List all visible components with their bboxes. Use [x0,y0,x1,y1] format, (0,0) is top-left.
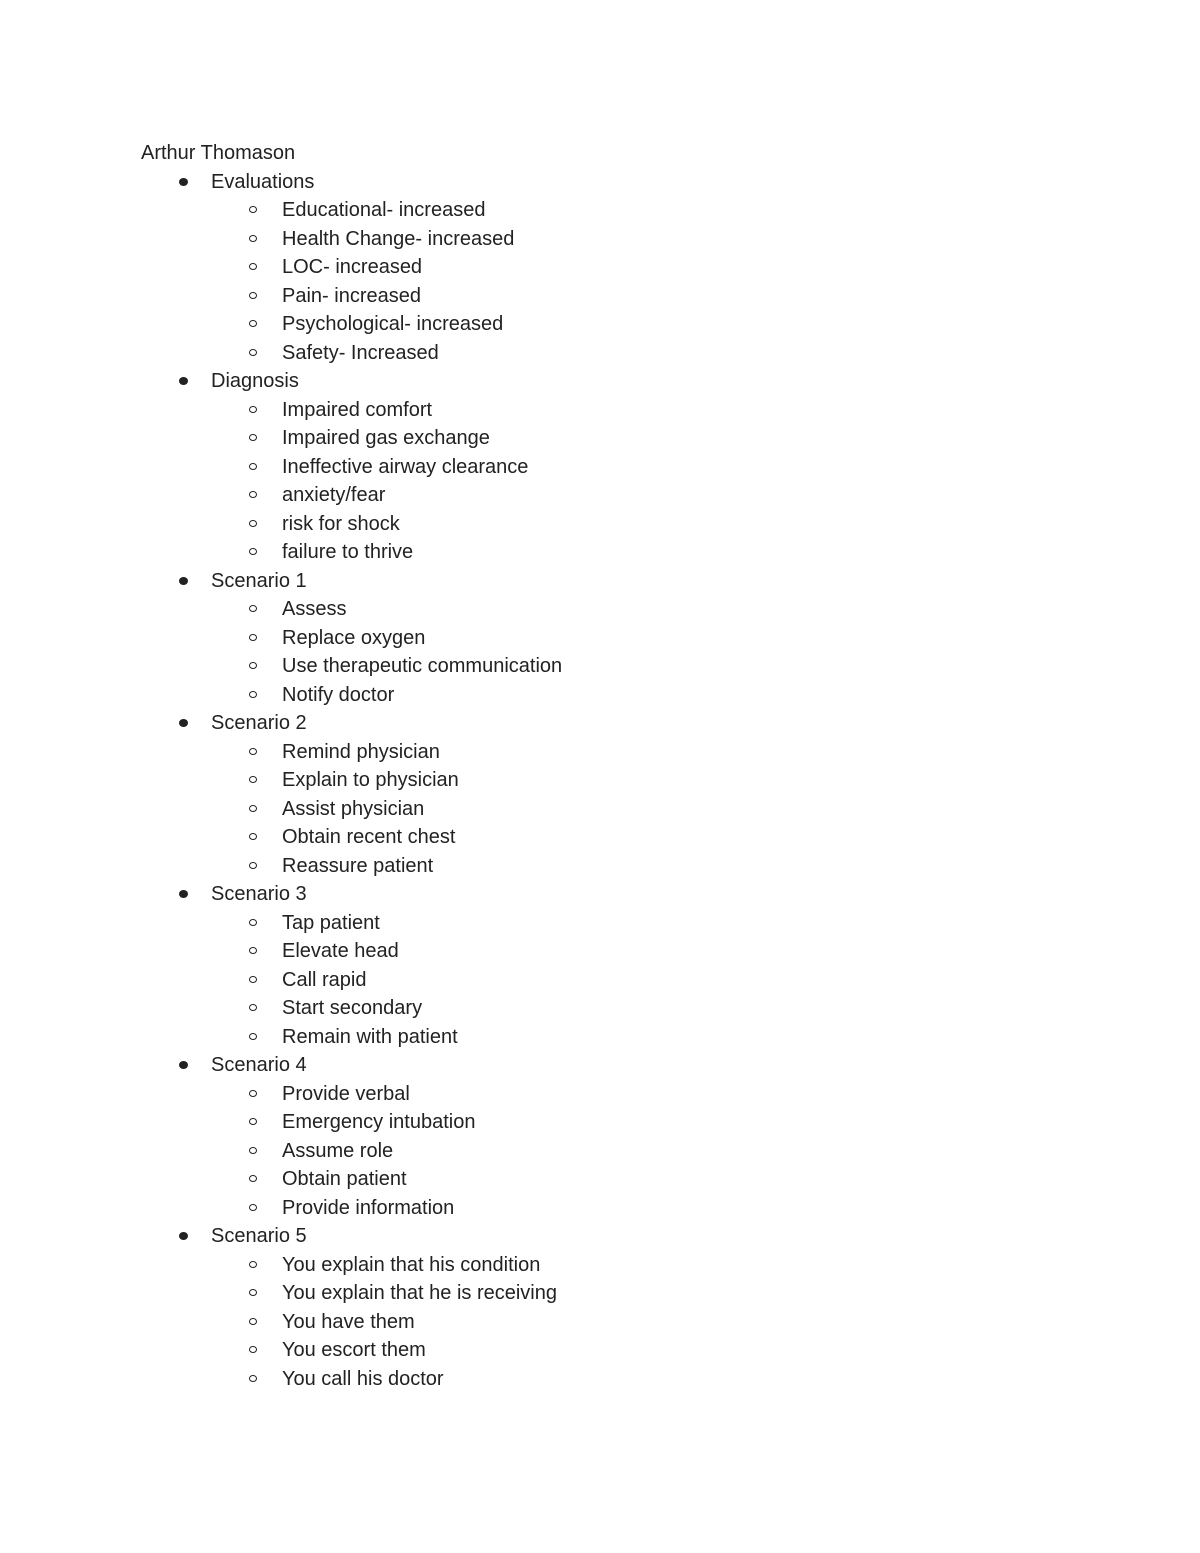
bullet-disc-icon [179,1232,188,1240]
section-scenario-3 [141,880,1041,1051]
section-heading [141,567,1041,596]
bullet-circle-icon [249,691,257,698]
list-item-text: Assume role [282,1139,394,1162]
list-item [141,510,1041,539]
list-item-text: Provide verbal [282,1082,410,1105]
bullet-circle-icon [249,1175,257,1182]
list-item-text: Safety- Increased [282,341,439,364]
list-item [141,795,1041,824]
bullet-circle-icon [249,776,257,783]
list-item-text: Replace oxygen [282,626,426,649]
list-item-text: LOC- increased [282,256,423,278]
list-item-text: Assist physician [282,797,425,820]
bullet-circle-icon [249,320,257,327]
list-item-text: failure to thrive [282,541,414,563]
list-item [141,681,1041,710]
bullet-circle-icon [249,862,257,869]
bullet-circle-icon [249,349,257,356]
list-item-text: Start secondary [282,997,423,1019]
section-evaluations [141,168,1041,368]
list-item [141,624,1041,653]
list-item-text: Educational- increased [282,199,486,221]
sub-item-list [141,196,1041,367]
bullet-circle-icon [249,1033,257,1040]
section-label: Evaluations [211,170,315,193]
sub-item-list [141,909,1041,1052]
bullet-circle-icon [249,1204,257,1211]
bullet-circle-icon [249,463,257,470]
list-item [141,396,1041,425]
bullet-circle-icon [249,206,257,213]
list-item [141,852,1041,881]
bullet-circle-icon [249,434,257,441]
sub-item-list [141,1080,1041,1223]
list-item [141,282,1041,311]
list-item [141,424,1041,453]
section-label: Scenario 1 [211,569,307,592]
bullet-circle-icon [249,805,257,812]
list-item [141,1165,1041,1194]
section-heading [141,880,1041,909]
list-item-text: Pain- increased [282,284,421,307]
section-heading [141,367,1041,396]
list-item-text: Obtain recent chest [282,826,456,848]
list-item [141,966,1041,995]
bullet-disc-icon [179,890,188,898]
list-item [141,1194,1041,1223]
bullet-circle-icon [249,292,257,299]
bullet-circle-icon [249,605,257,612]
list-item [141,196,1041,225]
bullet-circle-icon [249,1375,257,1382]
section-label: Scenario 4 [211,1054,307,1076]
list-item-text: Call rapid [282,968,367,991]
list-item [141,1108,1041,1137]
list-item [141,823,1041,852]
list-item [141,453,1041,482]
section-heading [141,1051,1041,1080]
document-title: Arthur Thomason [141,142,296,164]
bullet-circle-icon [249,833,257,840]
list-item-text: Psychological- increased [282,313,504,335]
document-body [141,139,1041,1393]
list-item-text: Obtain patient [282,1168,407,1190]
list-item [141,310,1041,339]
bullet-circle-icon [249,1004,257,1011]
list-item-text: Impaired comfort [282,398,433,421]
section-scenario-1 [141,567,1041,710]
bullet-circle-icon [249,235,257,242]
bullet-circle-icon [249,263,257,270]
list-item [141,1279,1041,1308]
list-item [141,937,1041,966]
list-item [141,909,1041,938]
list-item [141,1023,1041,1052]
list-item-text: You escort them [282,1339,426,1361]
list-item [141,253,1041,282]
list-item-text: Elevate head [282,940,399,962]
list-item-text: Tap patient [282,911,380,934]
list-item [141,339,1041,368]
list-item [141,1365,1041,1394]
list-item [141,595,1041,624]
bullet-circle-icon [249,1261,257,1268]
sub-item-list [141,1251,1041,1394]
bullet-disc-icon [179,178,188,186]
section-heading [141,709,1041,738]
bullet-circle-icon [249,947,257,954]
list-item-text: Emergency intubation [282,1111,476,1133]
section-label: Scenario 5 [211,1225,307,1247]
list-item [141,538,1041,567]
sub-item-list [141,738,1041,881]
bullet-disc-icon [179,377,188,385]
bullet-circle-icon [249,919,257,926]
bullet-circle-icon [249,634,257,641]
section-label: Diagnosis [211,370,299,392]
section-heading [141,1222,1041,1251]
list-item-text: You explain that he is receiving [282,1282,557,1304]
list-item [141,481,1041,510]
section-scenario-4 [141,1051,1041,1222]
list-item [141,766,1041,795]
bullet-circle-icon [249,748,257,755]
list-item-text: Explain to physician [282,769,459,791]
list-item [141,738,1041,767]
section-heading [141,168,1041,197]
bullet-circle-icon [249,1118,257,1125]
list-item-text: You call his doctor [282,1367,444,1390]
list-item-text: Reassure patient [282,854,434,877]
bullet-disc-icon [179,1061,188,1069]
list-item-text: Use therapeutic communication [282,655,563,677]
section-list [141,168,1041,1394]
bullet-circle-icon [249,491,257,498]
list-item-text: risk for shock [282,512,400,535]
section-label: Scenario 2 [211,712,307,734]
list-item-text: Remain with patient [282,1025,458,1048]
list-item [141,1137,1041,1166]
bullet-circle-icon [249,1318,257,1325]
section-scenario-2 [141,709,1041,880]
list-item [141,225,1041,254]
section-scenario-5 [141,1222,1041,1393]
list-item [141,1308,1041,1337]
sub-item-list [141,595,1041,709]
list-item [141,994,1041,1023]
bullet-disc-icon [179,577,188,585]
bullet-circle-icon [249,520,257,527]
list-item-text: Impaired gas exchange [282,427,490,449]
section-label: Scenario 3 [211,883,307,905]
sub-item-list [141,396,1041,567]
list-item-text: Ineffective airway clearance [282,455,529,478]
list-item-text: You have them [282,1310,415,1333]
list-item [141,1251,1041,1280]
list-item-text: Notify doctor [282,683,395,706]
bullet-circle-icon [249,1289,257,1296]
bullet-circle-icon [249,1090,257,1097]
list-item-text: You explain that his condition [282,1253,541,1276]
list-item-text: anxiety/fear [282,484,386,506]
section-diagnosis [141,367,1041,567]
list-item [141,652,1041,681]
bullet-circle-icon [249,1147,257,1154]
list-item [141,1080,1041,1109]
list-item-text: Provide information [282,1196,455,1219]
list-item [141,1336,1041,1365]
bullet-circle-icon [249,406,257,413]
bullet-circle-icon [249,662,257,669]
bullet-circle-icon [249,548,257,555]
bullet-circle-icon [249,1346,257,1353]
list-item-text: Assess [282,598,347,620]
list-item-text: Remind physician [282,740,440,763]
bullet-disc-icon [179,719,188,727]
list-item-text: Health Change- increased [282,227,515,250]
bullet-circle-icon [249,976,257,983]
